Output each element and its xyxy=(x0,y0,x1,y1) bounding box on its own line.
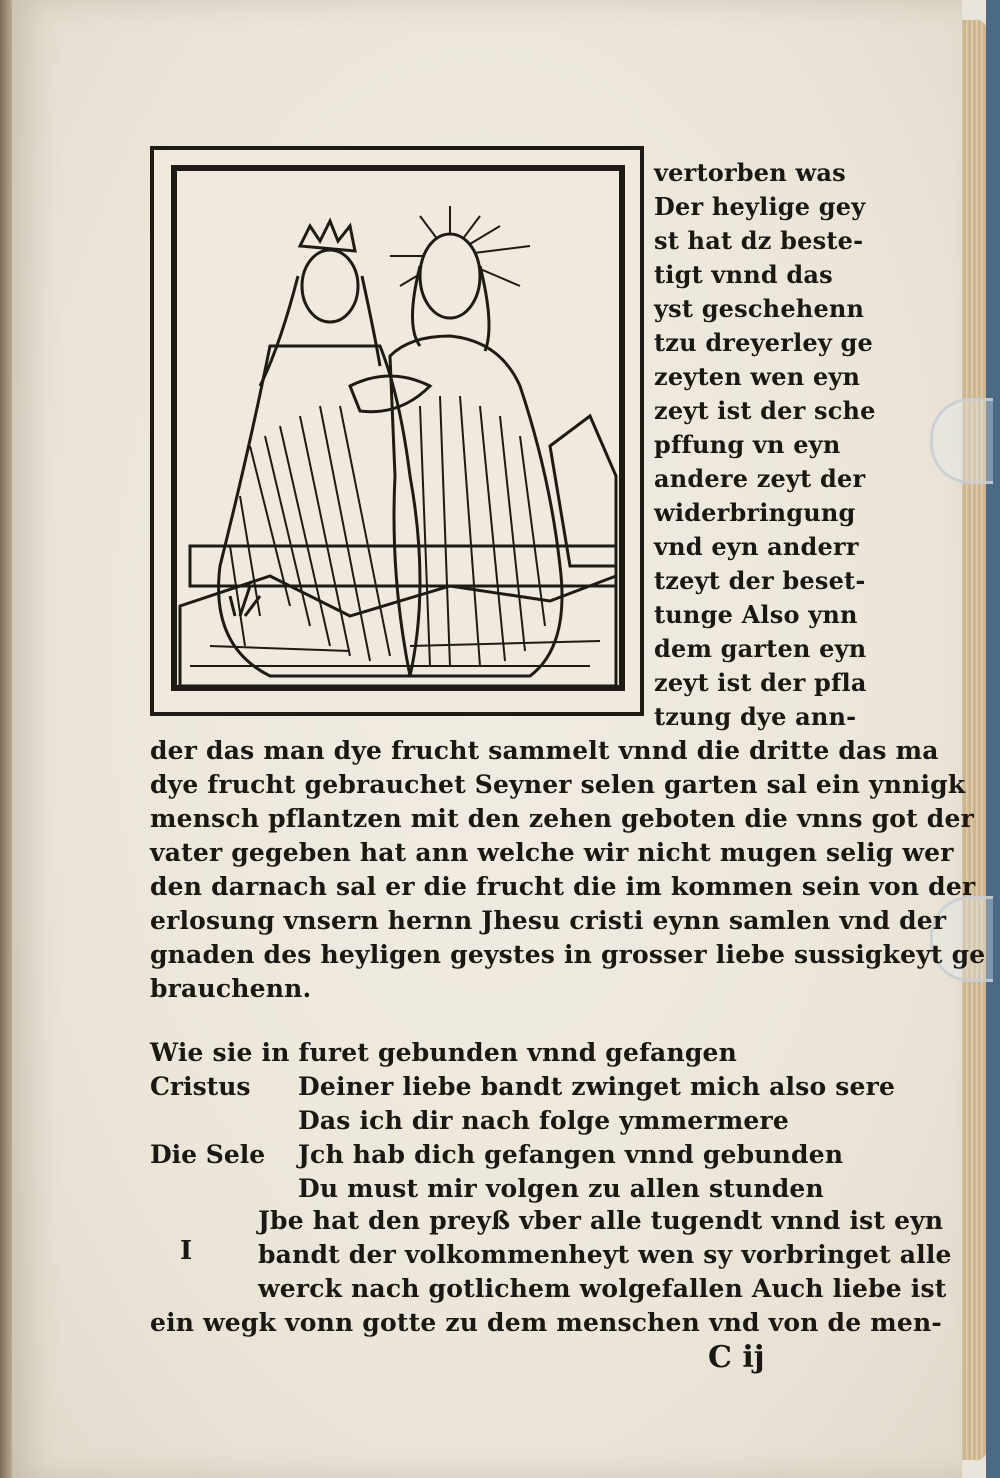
side-line: zeyt ist der sche xyxy=(654,396,876,425)
verse-line: Du must mir volgen zu allen stunden xyxy=(298,1174,824,1203)
side-line: tigt vnnd das xyxy=(654,260,833,289)
paragraph-line: der das man dye frucht sammelt vnnd die dritte das ma xyxy=(150,736,939,765)
book-cover-right xyxy=(986,0,1000,1478)
side-line: dem garten eyn xyxy=(654,634,867,663)
paragraph-line: mensch pflantzen mit den zehen geboten die vnns got der xyxy=(150,804,974,833)
side-line: vertorben was xyxy=(654,158,846,187)
page-edges xyxy=(962,20,986,1460)
side-line: zeyt ist der pfla xyxy=(654,668,867,697)
side-line: tzung dye ann- xyxy=(654,702,857,731)
signature-mark: C ij xyxy=(708,1340,765,1375)
closing-line: Jbe hat den preyß vber alle tugendt vnnd ist eyn xyxy=(258,1206,944,1235)
side-line: widerbringung xyxy=(654,498,856,527)
verse-line: Das ich dir nach folge ymmermere xyxy=(298,1106,789,1135)
speaker-cristus: Cristus xyxy=(150,1072,251,1101)
paragraph-line: brauchenn. xyxy=(150,974,312,1003)
side-line: tzu dreyerley ge xyxy=(654,328,874,357)
closing-line: ein wegk vonn gotte zu dem menschen vnd von de men- xyxy=(150,1308,942,1337)
side-line: Der heylige gey xyxy=(654,192,866,221)
side-line: zeyten wen eyn xyxy=(654,362,861,391)
verse-line: Deiner liebe bandt zwinget mich also sere xyxy=(298,1072,896,1101)
side-line: pffung vn eyn xyxy=(654,430,841,459)
book-binding-left xyxy=(0,0,12,1478)
side-line: tunge Also ynn xyxy=(654,600,858,629)
woodcut-christ-and-soul-icon xyxy=(150,146,644,716)
verse-line: Jch hab dich gefangen vnnd gebunden xyxy=(298,1140,844,1169)
side-line: tzeyt der beset- xyxy=(654,566,866,595)
closing-line: bandt der volkommenheyt wen sy vorbringet alle xyxy=(258,1240,952,1269)
chapter-numeral: I xyxy=(180,1236,193,1266)
dialogue-heading: Wie sie in furet gebunden vnnd gefangen xyxy=(150,1038,737,1067)
paragraph-line: vater gegeben hat ann welche wir nicht mugen selig wer xyxy=(150,838,954,867)
side-line: st hat dz beste- xyxy=(654,226,864,255)
speaker-sele: Die Sele xyxy=(150,1140,266,1169)
side-line: yst geschehenn xyxy=(654,294,865,323)
paragraph-line: dye frucht gebrauchet Seyner selen garten sal ein ynnigk xyxy=(150,770,966,799)
side-line: vnd eyn anderr xyxy=(654,532,859,561)
paragraph-line: gnaden des heyligen geystes in grosser liebe sussigkeyt ge xyxy=(150,940,986,969)
paragraph-line: erlosung vnsern hernn Jhesu cristi eynn samlen vnd der xyxy=(150,906,947,935)
paragraph-line: den darnach sal er die frucht die im kommen sein von der xyxy=(150,872,976,901)
side-line: andere zeyt der xyxy=(654,464,866,493)
closing-line: werck nach gotlichem wolgefallen Auch liebe ist xyxy=(258,1274,947,1303)
